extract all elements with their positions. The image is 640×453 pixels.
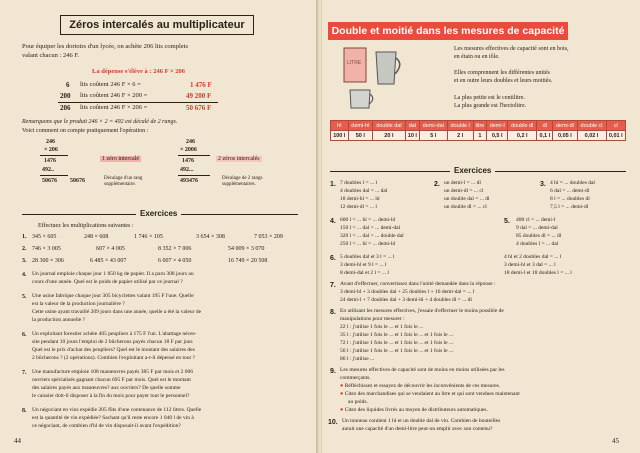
left-page-number: 44 bbox=[14, 437, 21, 445]
op1-e: 50676 bbox=[42, 178, 57, 184]
mult-0-2: 248 × 608 bbox=[84, 234, 109, 240]
p1a: Les mesures effectives de capacité sont en bois, bbox=[454, 46, 569, 52]
mult-1-0: 2. bbox=[22, 246, 27, 252]
ex9-1: manipulations pour mesurer : bbox=[340, 316, 405, 322]
ex-num-8: 8. bbox=[330, 309, 336, 316]
p1b: en étain ou en tôle. bbox=[454, 54, 500, 60]
ex9-2: 22 l : j'utilise 1 fois le ... et 1 fois le ... bbox=[340, 324, 424, 330]
prob-6-l0: Un exploitant forestier achète 405 peupliers à 175 F l'un. L'abattage néces- bbox=[32, 331, 197, 337]
th-11: double cl bbox=[577, 121, 606, 131]
ex7-0: 4 hl et 2 doubles dal = ... l bbox=[504, 254, 562, 260]
op1-b: × 206 bbox=[44, 147, 58, 153]
tv-12: 0,01 l bbox=[606, 131, 625, 141]
tv-0: 100 l bbox=[331, 131, 349, 141]
line-b-0: lits coûtent 246 F × 6 = bbox=[80, 81, 141, 88]
can-label: LITRE bbox=[347, 60, 362, 66]
op1-rule-2 bbox=[40, 175, 68, 176]
ex6-1: 3 demi-hl et 9 l = ... l bbox=[340, 262, 387, 268]
prob-4-l0: Un journal emploie chaque jour 1 850 kg de papier. Il a paru 308 jours au bbox=[32, 271, 194, 277]
ex-intro: Effectuez les multiplications suivantes : bbox=[38, 223, 134, 229]
mult-2-3: 6 007 × 4 050 bbox=[158, 258, 192, 264]
ex-num-10: 10. bbox=[328, 419, 338, 426]
prob-7-l0: Une manufacture emploie 108 manœuvres payés 385 F par mois et 2 006 bbox=[32, 369, 193, 375]
th-0: hl bbox=[331, 121, 349, 131]
tv-5: 2 l bbox=[447, 131, 473, 141]
tv-10: 0,05 l bbox=[553, 131, 577, 141]
ex-num-4: 4. bbox=[330, 218, 336, 225]
line-b-1: lits coûtent 246 F × 200 = bbox=[80, 92, 148, 99]
th-9: dl bbox=[537, 121, 553, 131]
ex-num-2: 2. bbox=[434, 181, 440, 188]
mult-1-2: 607 × 4 005 bbox=[96, 246, 125, 252]
depense-line: La dépense s'élève à : 246 F × 206 bbox=[92, 68, 186, 75]
ex-num-7: 7. bbox=[330, 282, 336, 289]
ex1-1: 4 doubles dal = ... dal bbox=[340, 188, 388, 194]
op2-rule-1 bbox=[178, 155, 210, 156]
ex9-5: 56 l : j'utilise 1 fois le ... et 1 fois le ... et 1 fois le ... bbox=[340, 348, 454, 354]
th-12: cl bbox=[606, 121, 625, 131]
ex5-2: 85 doubles dl = ... dl bbox=[516, 233, 562, 239]
right-page bbox=[322, 0, 640, 453]
ex4-3: 250 l = ... hl = ... demi-hl bbox=[340, 241, 396, 247]
p2a: Elles comprennent les différentes unités bbox=[454, 70, 550, 76]
mult-0-0: 1. bbox=[22, 234, 27, 240]
ex3-0: 4 hl = ... doubles dal bbox=[550, 180, 595, 186]
ex6-0: 5 doubles dal et 3 l = ... l bbox=[340, 254, 395, 260]
capacity-table bbox=[330, 120, 626, 141]
mult-0-5: 7 053 × 209 bbox=[254, 234, 283, 240]
mult-1-1: 746 × 3 005 bbox=[32, 246, 61, 252]
ex10-1: commerçants. bbox=[340, 375, 371, 381]
ex7-2: 18 demi-l et 18 doubles l = ... l bbox=[504, 270, 572, 276]
ex3-1: 6 dal = ... demi-dl bbox=[550, 188, 590, 194]
th-1: demi-hl bbox=[348, 121, 372, 131]
ex-num-6: 6. bbox=[330, 255, 336, 262]
ex-num-1: 1. bbox=[330, 181, 336, 188]
op2-rule-2 bbox=[178, 175, 210, 176]
ex9-0: En utilisant les mesures effectives, j'essaie d'effectuer le moins possible de bbox=[340, 308, 504, 314]
ex10-2: ● Réfléchissez et essayez de découvrir les inconvénients de ces mesures. bbox=[340, 383, 501, 389]
pewter-jug-icon bbox=[376, 52, 396, 84]
ex5-3: 4 doubles l = ... dal bbox=[516, 241, 559, 247]
th-2: double dal bbox=[372, 121, 405, 131]
ex10-0: Les mesures effectives de capacité sont de moins en moins utilisées par les bbox=[340, 367, 505, 373]
op1-e2: 50676 bbox=[70, 178, 85, 184]
line-a-0: 6 bbox=[66, 81, 70, 89]
prob-8-l1: est la quantité de vin expédiée? Sachant qu'il reste encore 1 040 l de vin à bbox=[32, 415, 194, 421]
tv-7: 0,5 l bbox=[487, 131, 508, 141]
line-a-1: 200 bbox=[60, 92, 71, 100]
prob-5-n: 5. bbox=[22, 294, 27, 300]
p3b: La plus grande est l'hectolitre. bbox=[454, 103, 527, 109]
th-6: litre bbox=[473, 121, 487, 131]
mult-1-4: 54 009 × 3 070 bbox=[228, 246, 265, 252]
mult-2-2: 6 485 × 43 007 bbox=[90, 258, 127, 264]
prob-7-l3: le caissier doit-il disposer à la fin du mois pour payer tout le personnel? bbox=[32, 393, 190, 399]
op1-d: 492.. bbox=[42, 167, 54, 173]
prob-5-l1: est la valeur de la production journalière ? bbox=[32, 301, 125, 307]
prob-7-n: 7. bbox=[22, 370, 27, 376]
prob-7-l1: ouvriers spécialisés gagnant chacun 695 F par mois. Quel est le montant bbox=[32, 377, 191, 383]
intro-line-2: valant chacun : 246 F. bbox=[22, 52, 80, 59]
ex1-0: 7 doubles l = ... l bbox=[340, 180, 378, 186]
ex-num-5: 5. bbox=[504, 218, 510, 225]
mult-0-3: 1 746 × 105 bbox=[134, 234, 163, 240]
prob-6-l2: Quel est le prix d'achat des peupliers? Quel est le montant des salaires des bbox=[32, 347, 195, 353]
ex8-0: Avant d'effectuer, convertissez dans l'unité demandée dans la réponse : bbox=[340, 281, 496, 287]
right-exercices-heading: Exercices bbox=[450, 166, 495, 175]
op1-rule-1 bbox=[40, 155, 68, 156]
ex10-5: ● Citez des liquides livrés au moyen de distributeurs automatiques. bbox=[340, 407, 488, 413]
op1-c: 1476 bbox=[44, 158, 56, 164]
tv-1: 50 l bbox=[348, 131, 372, 141]
ex6-2: 8 demi-dal et 2 l = ... l bbox=[340, 270, 389, 276]
prob-6-l1: site pendant 10 jours l'emploi de 2 bûcherons payés chacun 18 F par jour. bbox=[32, 339, 194, 345]
p2b: et en outre leurs doubles et leurs moitiés. bbox=[454, 78, 553, 84]
ex9-4: 72 l : j'utilise 1 fois le ... et 1 fois le ... et 1 fois le ... bbox=[340, 340, 454, 346]
mult-0-1: 345 × 605 bbox=[32, 234, 57, 240]
prob-7-l2: des salaires payés aux manœuvres? aux ouvriers? De quelle somme bbox=[32, 385, 181, 391]
mult-0-4: 3 654 × 308 bbox=[196, 234, 225, 240]
mult-1-3: 8 352 × 7 006 bbox=[158, 246, 192, 252]
ex9-6: 86 l : j'utilise ... bbox=[340, 356, 375, 362]
left-exercices-heading: Exercices bbox=[136, 209, 181, 218]
tag-2: 2 zéros intercalés bbox=[218, 156, 260, 162]
line-a-2: 206 bbox=[60, 104, 71, 112]
op2-a: 246 bbox=[186, 139, 195, 145]
ex1-2: 18 demi-hl = ... hl bbox=[340, 196, 380, 202]
ex8-2: 24 demi-l + 7 doubles dal + 3 demi-hl + 4 doubles dl = ... dl bbox=[340, 297, 472, 303]
line-c-1: 49 200 F bbox=[186, 92, 212, 100]
ex8-1: 3 demi-hl + 3 doubles dal + 25 doubles l + 16 demi-dal = ... l bbox=[340, 289, 475, 295]
ex-num-9: 9. bbox=[330, 368, 336, 375]
prob-8-l0: Un négociant en vins expédie 205 fûts d'une contenance de 112 litres. Quelle bbox=[32, 407, 202, 413]
op2-d: 492... bbox=[180, 167, 194, 173]
ex2-0: un demi-l = ... dl bbox=[444, 180, 481, 186]
ex5-0: 400 cl = ... demi-l bbox=[516, 217, 556, 223]
ex11-0: Un tonneau contient 1 hl et un double dal de vin. Combien de bouteilles bbox=[342, 418, 501, 424]
right-title: Double et moitié dans les mesures de capacité bbox=[328, 22, 568, 40]
tv-2: 20 l bbox=[372, 131, 405, 141]
prob-5-l3: la production annuelle ? bbox=[32, 317, 85, 323]
ex7-1: 3 demi-hl et 3 dal = ... l bbox=[504, 262, 556, 268]
right-page-number: 45 bbox=[612, 437, 619, 445]
ex3-3: 7,5 l = ... demi-dl bbox=[550, 204, 589, 210]
ex2-2: un double dal = ... dl bbox=[444, 196, 490, 202]
prob-5-l2: Cette usine ayant travaillé 209 jours dans une année, quelle a été la valeur de bbox=[32, 309, 202, 315]
remark-2: Voici comment on compte pratiquement l'opération : bbox=[22, 128, 149, 134]
th-8: double dl bbox=[508, 121, 537, 131]
ex2-1: un demi-dl = ... cl bbox=[444, 188, 484, 194]
prob-8-n: 8. bbox=[22, 408, 27, 414]
line-c-0: 1 476 F bbox=[190, 81, 212, 89]
tv-3: 10 l bbox=[405, 131, 419, 141]
note-1: Décalage d'un rang supplémentaire. bbox=[104, 176, 143, 187]
ex4-2: 320 l = ... dal = ... double dal bbox=[340, 233, 404, 239]
ex11-1: aurait une capacité d'un demi-litre peut-on emplir avec son contenu? bbox=[342, 426, 493, 432]
prob-5-l0: Une usine fabrique chaque jour 305 bicyclettes valant 195 F l'une. Quelle bbox=[32, 293, 194, 299]
th-10: demi-dl bbox=[553, 121, 577, 131]
mult-2-0: 3. bbox=[22, 258, 27, 264]
tv-8: 0,2 l bbox=[508, 131, 537, 141]
prob-4-n: 4. bbox=[22, 272, 27, 278]
tag-1: 1 zéro intercalé bbox=[102, 156, 139, 162]
tv-9: 0,1 l bbox=[537, 131, 553, 141]
ex9-3: 35 l : j'utilise 1 fois le ... et 1 fois le ... et 1 fois le ... bbox=[340, 332, 454, 338]
tin-cup-icon bbox=[350, 90, 370, 108]
remark-1: Remarquons que le produit 246 × 2 = 492 est décalé de 2 rangs. bbox=[22, 119, 178, 125]
line-c-2: 50 676 F bbox=[186, 104, 212, 112]
intro-line-1: Pour équiper les dortoirs d'un lycée, on achète 206 lits complets bbox=[22, 43, 188, 50]
op1-a: 246 bbox=[46, 139, 55, 145]
th-7: demi-l bbox=[487, 121, 508, 131]
ex10-4: au poids. bbox=[348, 399, 368, 405]
op2-c: 1476 bbox=[182, 158, 194, 164]
measures-illustration bbox=[342, 46, 422, 112]
ex3-2: 8 l = ... doubles dl bbox=[550, 196, 590, 202]
line-b-2: lits coûtent 246 F × 206 = bbox=[80, 104, 148, 111]
ex4-0: 600 l = ... hl = ... demi-hl bbox=[340, 217, 396, 223]
ex10-5-text: Citez des liquides livrés au moyen de distributeurs automatiques. bbox=[344, 407, 488, 413]
ex4-1: 150 l = ... dal = ... demi-dal bbox=[340, 225, 401, 231]
mult-2-4: 16 749 × 20 508 bbox=[228, 258, 268, 264]
tv-4: 5 l bbox=[419, 131, 447, 141]
ex10-3: ● Citez des marchandises qui se vendaient au litre et qui sont vendues maintenant bbox=[340, 391, 520, 397]
op2-b: × 2006 bbox=[180, 147, 197, 153]
left-page bbox=[0, 0, 318, 453]
mult-2-1: 28 300 × 306 bbox=[32, 258, 64, 264]
left-title: Zéros intercalés au multiplicateur bbox=[60, 15, 254, 35]
ex1-3: 12 demi-dl = ... l bbox=[340, 204, 377, 210]
prob-4-l1: cours d'une année. Quel est le poids de papier utilisé par ce journal ? bbox=[32, 279, 183, 285]
tv-11: 0,02 l bbox=[577, 131, 606, 141]
p3a: La plus petite est le centilitre. bbox=[454, 95, 525, 101]
ex2-3: un double dl = ... cl bbox=[444, 204, 487, 210]
tv-6: 1 bbox=[473, 131, 487, 141]
prob-6-n: 6. bbox=[22, 332, 27, 338]
sum-rule bbox=[58, 102, 218, 103]
prob-8-l2: ce négociant, de combien d'hl de vin disposait-il avant l'expédition? bbox=[32, 423, 181, 429]
op2-e: 493476 bbox=[180, 178, 198, 184]
ex5-1: 9 dal = ... demi-dal bbox=[516, 225, 558, 231]
ex10-3-text: Citez des marchandises qui se vendaient au litre et qui sont vendues maintenant bbox=[344, 391, 520, 397]
prob-6-l3: 2 bûcherons ? (2 opérations). Combien l'exploitant a-t-il dépensé en tout ? bbox=[32, 355, 195, 361]
th-3: dal bbox=[405, 121, 419, 131]
th-5: double l bbox=[447, 121, 473, 131]
ex10-2-text: Réfléchissez et essayez de découvrir les inconvénients de ces mesures. bbox=[344, 383, 501, 389]
ex-num-3: 3. bbox=[540, 181, 546, 188]
th-4: demi-dal bbox=[419, 121, 447, 131]
note-2: Décalage de 2 rangs supplémentaires. bbox=[222, 176, 263, 187]
